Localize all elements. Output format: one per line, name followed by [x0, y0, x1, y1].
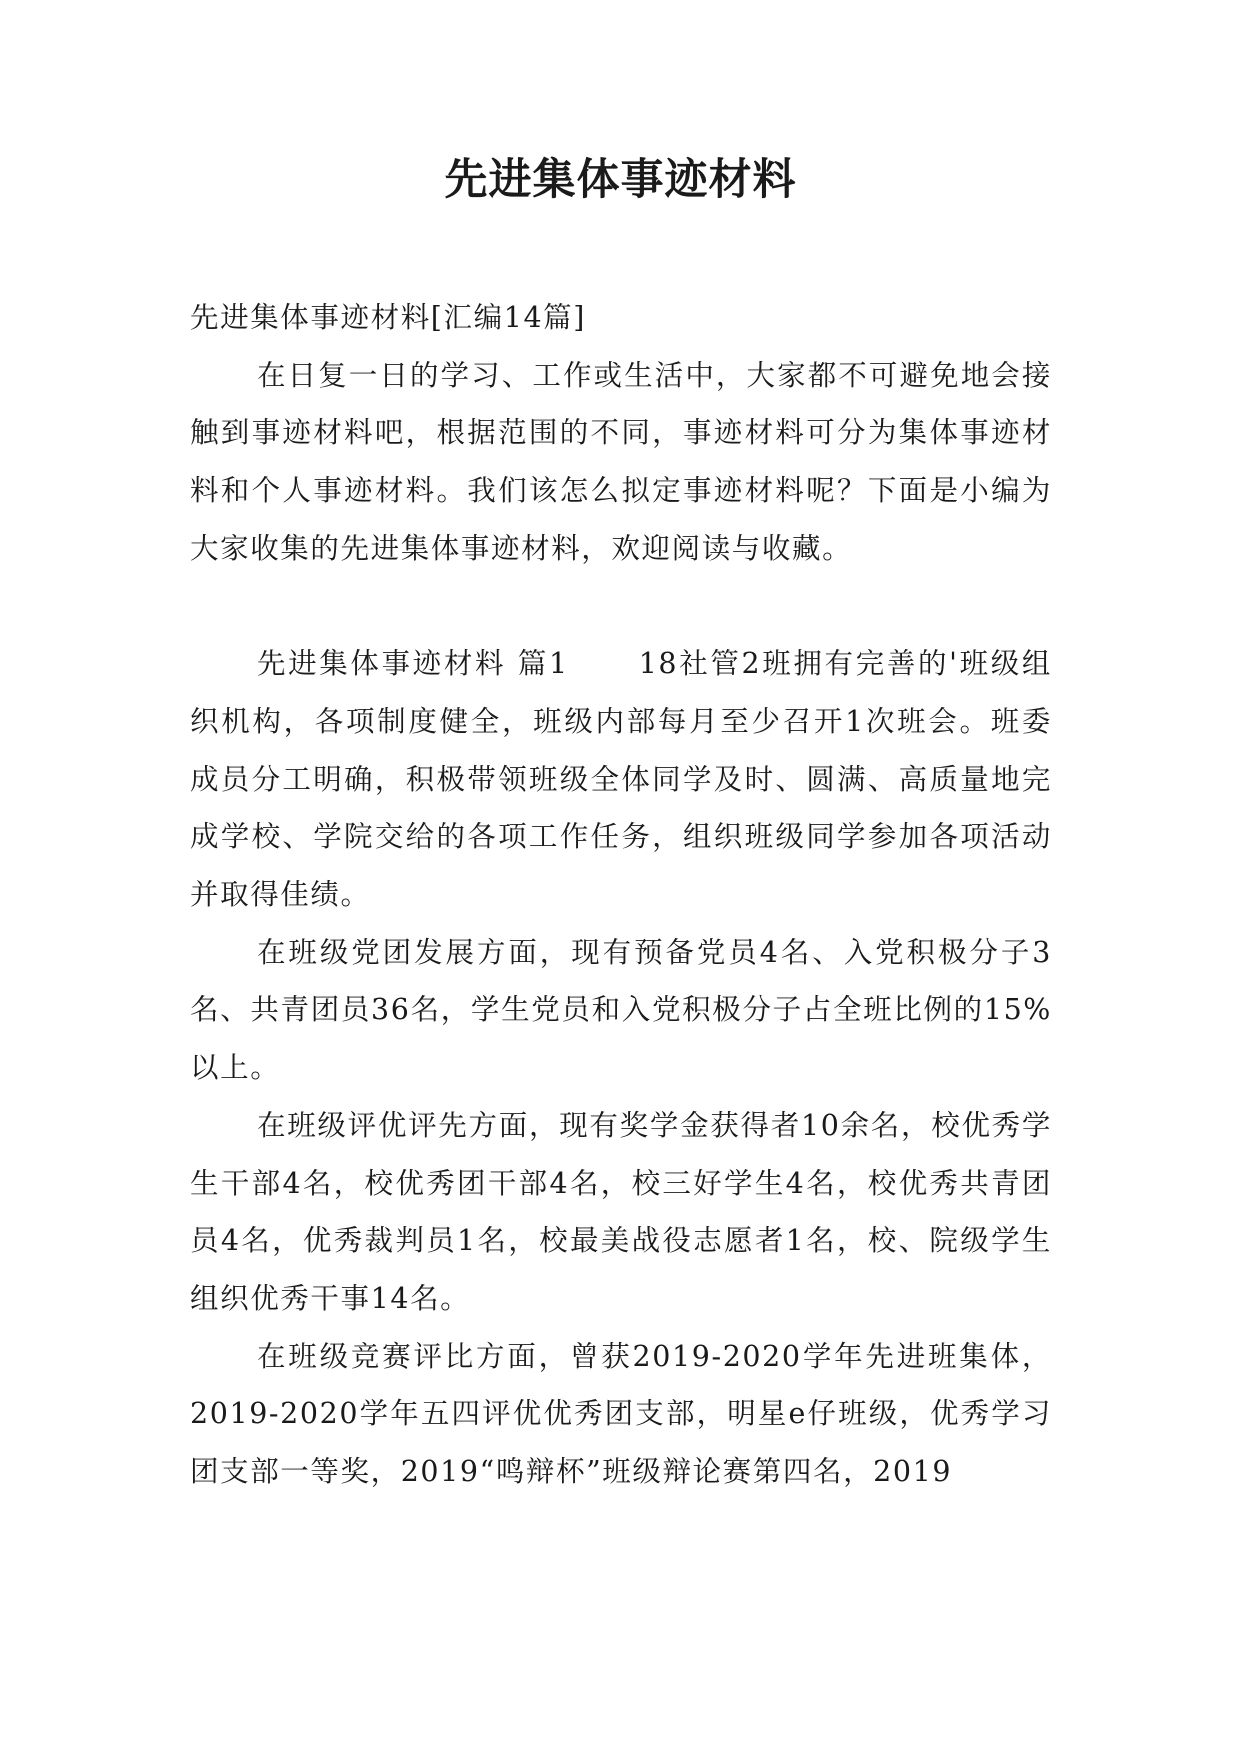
section-1-paragraph-3: 在班级评优评先方面，现有奖学金获得者10余名，校优秀学生干部4名，校优秀团干部4名，校三好学生4名，校优秀共青团员4名，优秀裁判员1名，校最美战役志愿者1名，校、院级学生组织优秀干事14名。 [190, 1108, 1052, 1315]
paragraph-spacer [190, 578, 1052, 636]
section-1-paragraph-4: 在班级竞赛评比方面，曾获2019-2020学年先进班集体，2019-2020学年五四评优优秀团支部，明星e仔班级，优秀学习团支部一等奖，2019“鸣辩杯”班级辩论赛第四名，2019 [190, 1339, 1052, 1489]
section-1-paragraph-2: 在班级党团发展方面，现有预备党员4名、入党积极分子3名、共青团员36名，学生党员和入党积极分子占全班比例的15%以上。 [190, 935, 1052, 1085]
section-1-paragraph-1: 18社管2班拥有完善的'班级组织机构，各项制度健全，班级内部每月至少召开1次班会。班委成员分工明确，积极带领班级全体同学及时、圆满、高质量地完成学校、学院交给的各项工作任务，组织班级同学参加各项活动并取得佳绩。 [190, 647, 1053, 912]
document-subtitle: 先进集体事迹材料[汇编14篇] [190, 301, 587, 334]
document-body [190, 289, 1052, 1501]
section-1-heading: 先进集体事迹材料 篇1 [256, 647, 569, 681]
document-title: 先进集体事迹材料 [444, 155, 797, 205]
intro-paragraph: 在日复一日的学习、工作或生活中，大家都不可避免地会接触到事迹材料吧，根据范围的不同，事迹材料可分为集体事迹材料和个人事迹材料。我们该怎么拟定事迹材料呢？下面是小编为大家收集的先进集体事迹材料，欢迎阅读与收藏。 [190, 358, 1052, 565]
section-1-first-paragraph [190, 635, 1052, 924]
